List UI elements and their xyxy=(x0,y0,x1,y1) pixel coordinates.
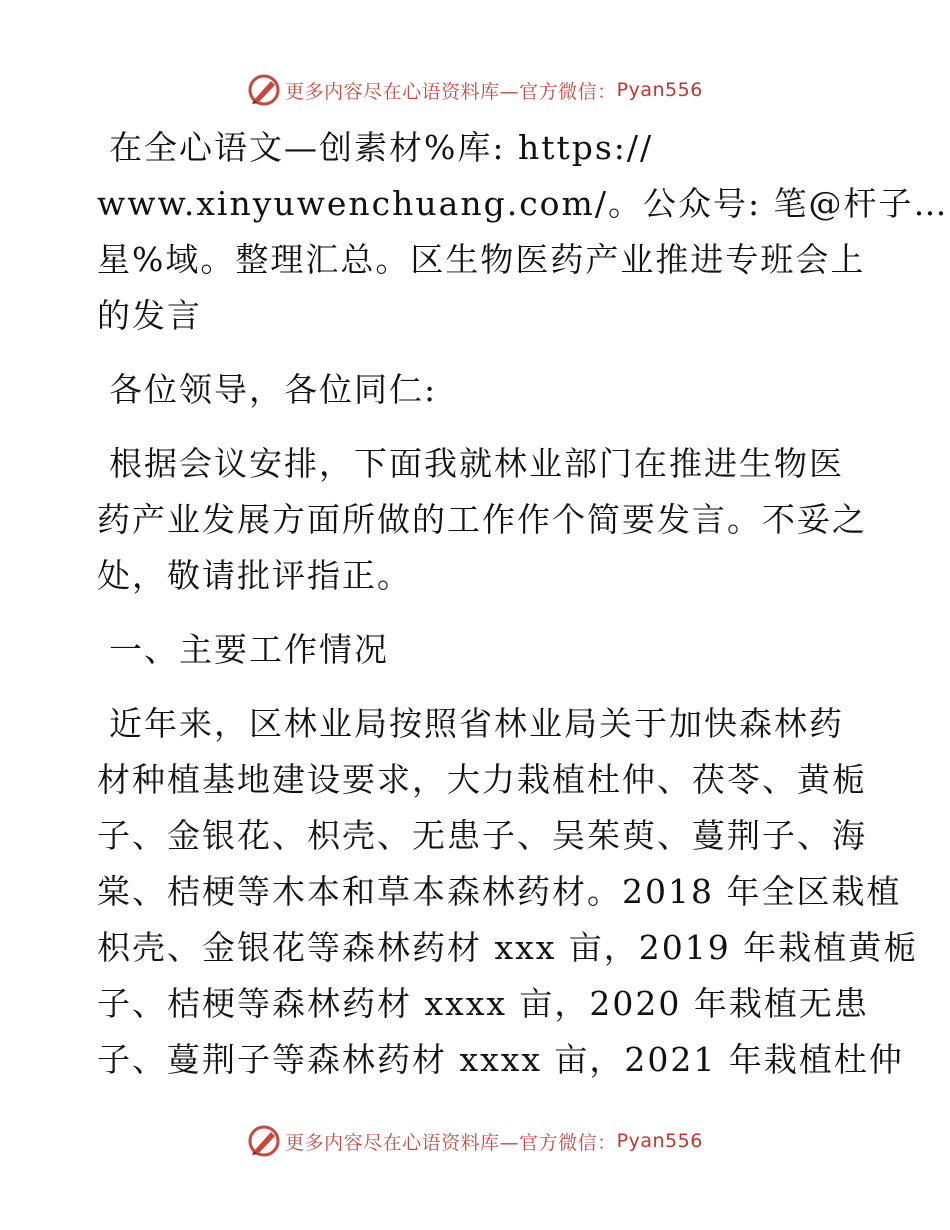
text-line: 各位领导，各位同仁: xyxy=(109,370,438,409)
text-line: 枳壳、金银花等森林药材 xxx 亩，2019 年栽植黄栀 xyxy=(97,928,919,967)
paragraph-salutation xyxy=(97,362,887,418)
text-line: 子、桔梗等森林药材 xxxx 亩，2020 年栽植无患 xyxy=(97,984,869,1023)
text-line: 子、金银花、枳壳、无患子、吴茱萸、蔓荆子、海 xyxy=(97,816,867,855)
paragraph-work-summary xyxy=(97,696,919,1088)
text-line: 子、蔓荆子等森林药材 xxxx 亩，2021 年栽植杜仲 xyxy=(97,1040,904,1079)
wechat-id: Pyan556 xyxy=(616,79,703,101)
header-watermark-banner xyxy=(0,70,950,110)
text-line: 在全心语文—创素材%库: https:// xyxy=(109,128,654,167)
text-line: 材种植基地建设要求，大力栽植杜仲、茯苓、黄栀 xyxy=(97,760,867,799)
text-line: www.xinyuwenchuang.com/。公众号: 笔@杆子… xyxy=(97,184,949,223)
wechat-id: Pyan556 xyxy=(616,1130,703,1152)
banner-text: 更多内容尽在心语资料库—官方微信： xyxy=(285,80,617,103)
paragraph-opening xyxy=(97,436,887,604)
banner-text: 更多内容尽在心语资料库—官方微信： xyxy=(285,1131,617,1154)
text-line: 药产业发展方面所做的工作作个简要发言。不妥之 xyxy=(97,500,867,539)
paragraph-intro xyxy=(97,120,949,344)
pen-logo-icon xyxy=(247,73,281,107)
text-line: 近年来，区林业局按照省林业局关于加快森林药 xyxy=(109,704,844,743)
text-line: 根据会议安排，下面我就林业部门在推进生物医 xyxy=(109,444,844,483)
text-line: 处，敬请批评指正。 xyxy=(97,556,412,595)
pen-logo-icon xyxy=(247,1124,281,1158)
section-heading xyxy=(97,622,887,678)
text-line: 的发言 xyxy=(97,296,202,335)
text-line: 星%域。整理汇总。区生物医药产业推进专班会上 xyxy=(97,240,866,279)
text-line: 一、主要工作情况 xyxy=(109,630,389,669)
document-body xyxy=(97,120,949,1106)
footer-watermark-banner xyxy=(0,1121,950,1161)
text-line: 棠、桔梗等木本和草本森林药材。2018 年全区栽植 xyxy=(97,872,902,911)
